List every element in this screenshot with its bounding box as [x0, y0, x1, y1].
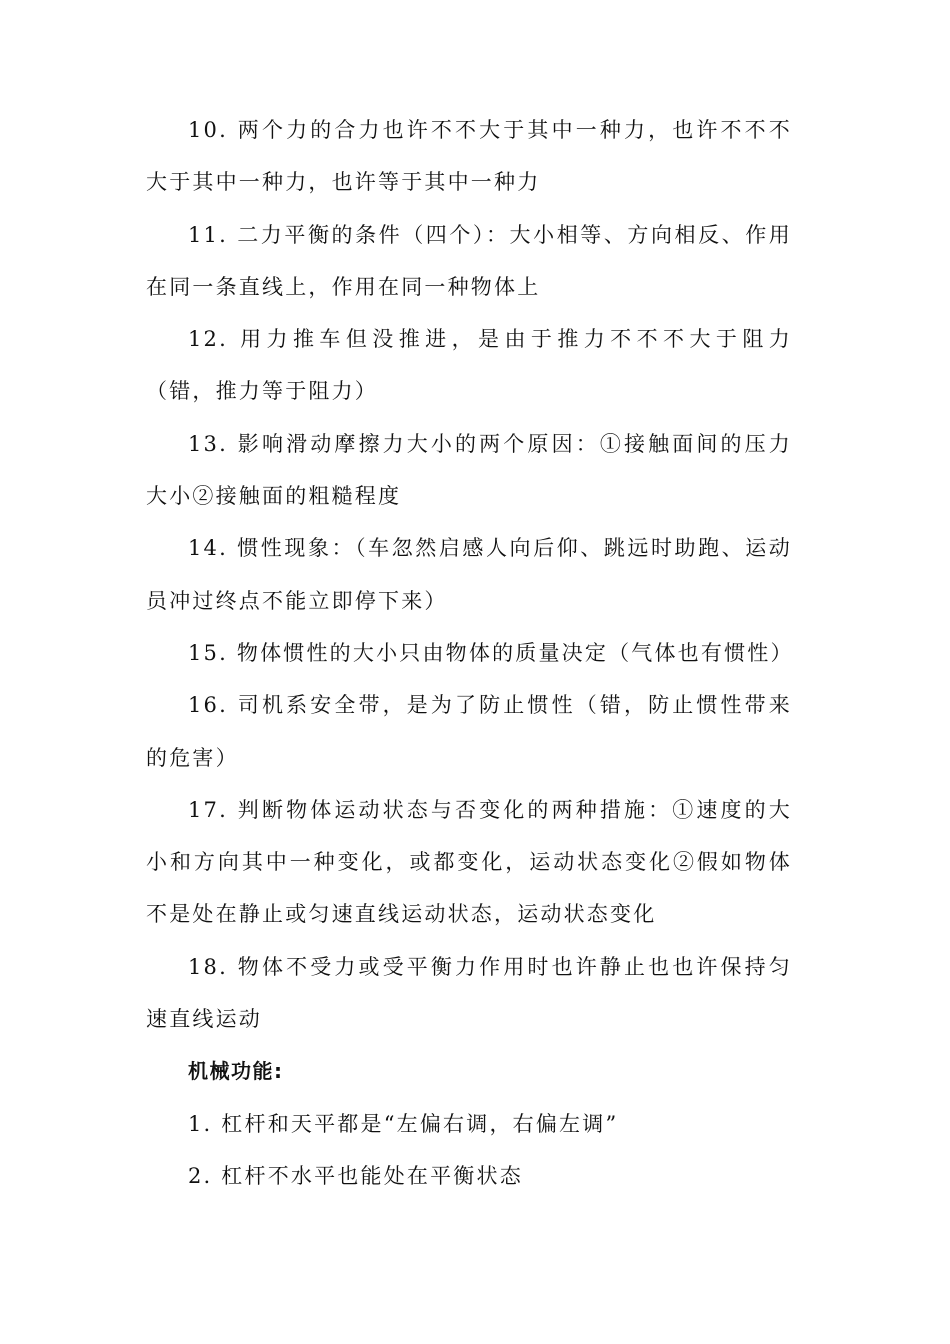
- paragraph-18: 18. 物体不受力或受平衡力作用时也许静止也也许保持匀速直线运动: [146, 954, 792, 1032]
- paragraph-11: 11. 二力平衡的条件（四个）：大小相等、方向相反、作用在同一条直线上，作用在同一种物体上: [146, 222, 792, 299]
- section-item-1: 1. 杠杆和天平都是“左偏右调，右偏左调”: [188, 1111, 619, 1136]
- paragraph-16: 16. 司机系安全带，是为了防止惯性（错，防止惯性带来的危害）: [146, 693, 792, 770]
- paragraph-17: 17. 判断物体运动状态与否变化的两种措施：①速度的大小和方向其中一种变化，或都变化，运动状态变化②假如物体不是处在静止或匀速直线运动状态，运动状态变化: [146, 797, 792, 927]
- section-item-2: 2. 杠杆不水平也能处在平衡状态: [188, 1163, 523, 1188]
- paragraph-14: 14. 惯性现象：（车忽然启感人向后仰、跳远时助跑、运动员冲过终点不能立即停下来）: [146, 536, 792, 613]
- paragraph-15: 15. 物体惯性的大小只由物体的质量决定（气体也有惯性）: [188, 640, 794, 665]
- paragraph-13: 13. 影响滑动摩擦力大小的两个原因：①接触面间的压力大小②接触面的粗糙程度: [146, 431, 792, 509]
- section-heading: 机械功能:: [188, 1059, 284, 1084]
- paragraph-12: 12. 用力推车但没推进，是由于推力不不不大于阻力（错，推力等于阻力）: [146, 327, 792, 404]
- paragraph-10: 10. 两个力的合力也许不不大于其中一种力，也许不不不大于其中一种力，也许等于其中一种力: [146, 118, 792, 195]
